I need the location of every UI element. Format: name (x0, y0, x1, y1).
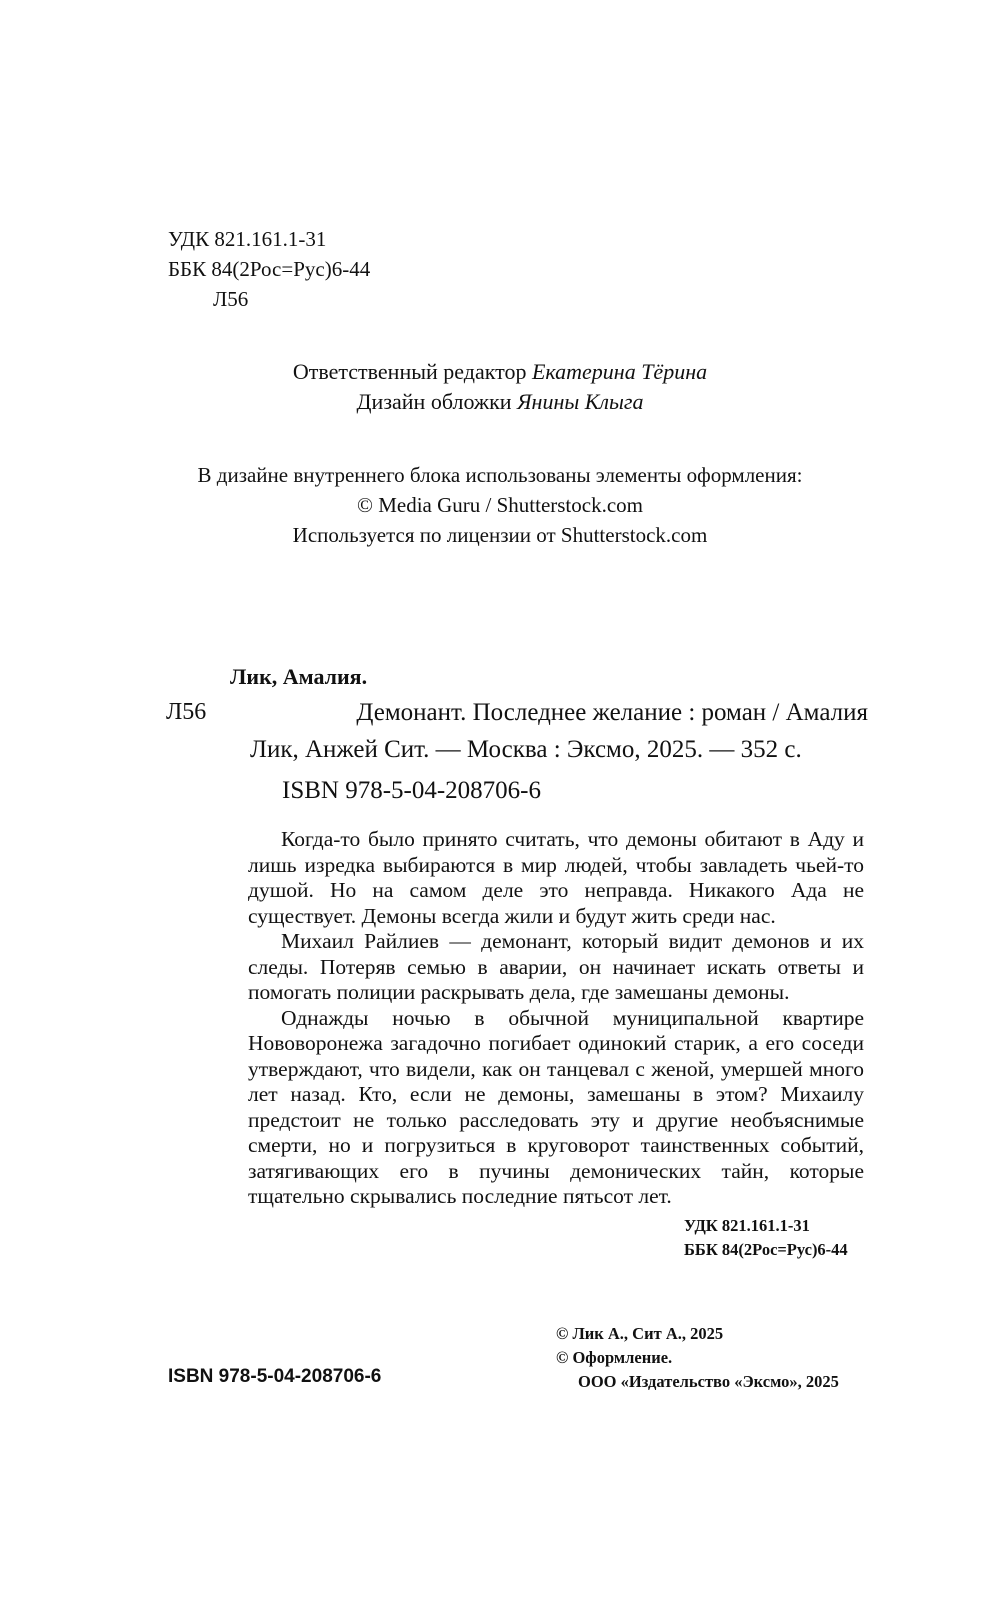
title-description (250, 694, 868, 768)
design-note (0, 460, 1000, 550)
design-note-line-2: © Media Guru / Shutterstock.com (357, 493, 643, 517)
top-classification (168, 224, 370, 314)
editorial-credits (0, 357, 1000, 417)
copyright-design: © Оформление. (556, 1348, 673, 1367)
editor-name: Екатерина Тёрина (531, 359, 708, 384)
record-isbn: ISBN 978-5-04-208706-6 (282, 777, 542, 804)
annotation (248, 827, 864, 1210)
copyright-authors: © Лик А., Сит А., 2025 (556, 1324, 724, 1343)
bbk-code: ББК 84(2Рос=Рус)6-44 (168, 257, 371, 281)
footer-isbn: ISBN 978-5-04-208706-6 (168, 1366, 382, 1387)
bottom-bbk-code: ББК 84(2Рос=Рус)6-44 (684, 1240, 848, 1259)
title-line-1: Демонант. Последнее желание : роман / Амалия (356, 699, 868, 726)
design-note-line-3: Используется по лицензии от Shutterstock.com (292, 523, 708, 547)
cover-credit (0, 387, 1000, 417)
annotation-paragraph: Михаил Райлиев — демонант, который видит демонов и их следы. Потеряв семью в аварии, он начинает искать ответы и помогать полиции раскрывать дела, где замешаны демоны. (248, 929, 864, 1004)
author-heading: Лик, Амалия. (230, 664, 368, 689)
record-index: Л56 (166, 699, 207, 725)
design-note-line-1: В дизайне внутреннего блока использованы элементы оформления: (197, 463, 803, 487)
author-mark: Л56 (213, 287, 249, 311)
annotation-paragraph: Когда-то было принято считать, что демоны обитают в Аду и лишь изредка выбираются в мир людей, чтобы завладеть чьей-то душой. Но на самом деле это неправда. Никакого Ада не существует. Демоны всегда жили и будут жить среди нас. (248, 827, 864, 928)
title-line-2: Лик, Анжей Сит. — Москва : Эксмо, 2025. — 352 с. (250, 736, 802, 763)
annotation-paragraph: Однажды ночью в обычной муниципальной квартире Нововоронежа загадочно погибает одинокий старик, а его соседи утверждают, что видели, как он танцевал с женой, умершей много лет назад. Кто, если не демоны, замешаны в этом? Михаилу предстоит не только расследовать эту и другие необъяснимые смерти, но и погрузиться в круговорот таинственных событий, затягивающих его в пучины демонических тайн, которые тщательно скрывались последние пятьсот лет. (248, 1005, 864, 1208)
copyright-publisher: ООО «Издательство «Эксмо», 2025 (578, 1372, 839, 1391)
editor-credit (0, 357, 1000, 387)
cover-label: Дизайн обложки (356, 389, 512, 414)
copyright-block (556, 1322, 839, 1394)
cover-designer-name: Янины Клыга (517, 389, 644, 414)
bottom-classification (684, 1214, 848, 1262)
editor-label: Ответственный редактор (292, 359, 527, 384)
udk-code: УДК 821.161.1-31 (168, 227, 327, 251)
bottom-udk-code: УДК 821.161.1-31 (684, 1216, 810, 1235)
